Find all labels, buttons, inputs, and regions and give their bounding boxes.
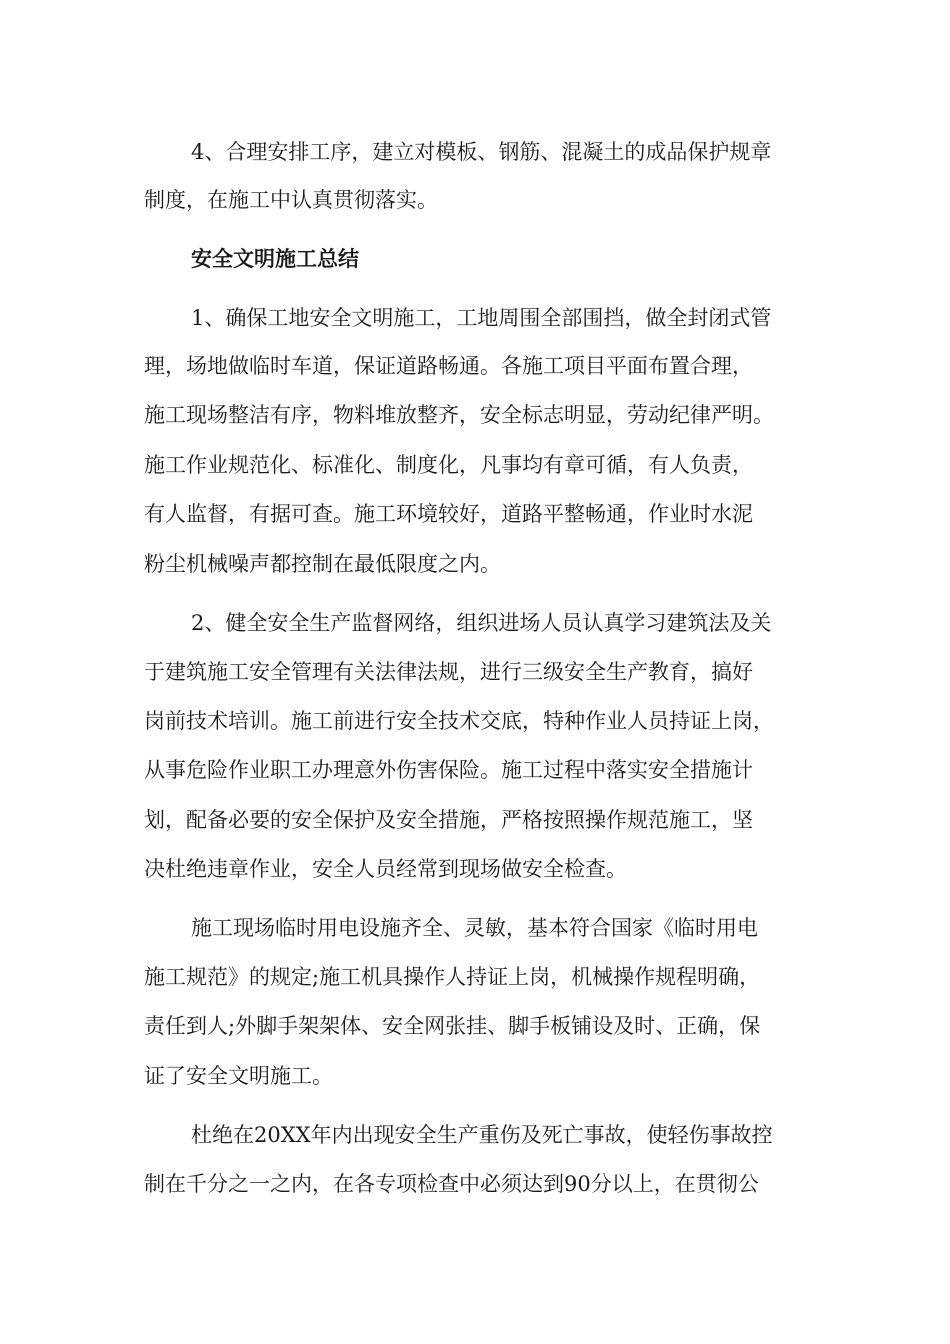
paragraph-1-line-6: 粉尘机械噪声都控制在最低限度之内。 — [144, 552, 501, 576]
paragraph-4-line-1: 4、合理安排工序，建立对模板、钢筋、混凝土的成品保护规章 — [191, 140, 772, 164]
section-heading: 安全文明施工总结 — [191, 247, 359, 271]
paragraph-1-line-4: 施工作业规范化、标准化、制度化，凡事均有章可循，有人负责， — [144, 453, 753, 477]
paragraph-4-line-2: 制度，在施工中认真贯彻落实。 — [144, 188, 438, 212]
paragraph-2-line-1: 2、健全安全生产监督网络，组织进场人员认真学习建筑法及关 — [191, 611, 772, 635]
paragraph-1-line-3: 施工现场整洁有序，物料堆放整齐，安全标志明显，劳动纪律严明。 — [144, 403, 774, 427]
paragraph-2-line-3: 岗前技术培训。施工前进行安全技术交底，特种作业人员持证上岗， — [144, 709, 774, 733]
paragraph-1-line-1: 1、确保工地安全文明施工，工地周围全部围挡，做全封闭式管 — [191, 306, 772, 330]
paragraph-2-line-5: 划，配备必要的安全保护及安全措施，严格按照操作规范施工，坚 — [144, 808, 753, 832]
paragraph-2-line-2: 于建筑施工安全管理有关法律法规，进行三级安全生产教育，搞好 — [144, 660, 753, 684]
paragraph-2-line-6: 决杜绝违章作业，安全人员经常到现场做安全检查。 — [144, 857, 627, 881]
paragraph-electric-line-1: 施工现场临时用电设施齐全、灵敏，基本符合国家《临时用电 — [191, 916, 758, 940]
paragraph-1-line-2: 理，场地做临时车道，保证道路畅通。各施工项目平面布置合理， — [144, 354, 753, 378]
paragraph-electric-line-4: 证了安全文明施工。 — [144, 1064, 333, 1088]
paragraph-1-line-5: 有人监督，有据可查。施工环境较好，道路平整畅通，作业时水泥 — [144, 502, 753, 526]
paragraph-2-line-4: 从事危险作业职工办理意外伤害保险。施工过程中落实安全措施计 — [144, 758, 753, 782]
paragraph-electric-line-2: 施工规范》的规定;施工机具操作人持证上岗，机械操作规程明确， — [144, 965, 761, 989]
paragraph-goals-line-2: 制在千分之一之内，在各专项检查中必须达到90分以上，在贯彻公 — [144, 1172, 759, 1196]
paragraph-electric-line-3: 责任到人;外脚手架架体、安全网张挂、脚手板铺设及时、正确，保 — [144, 1014, 761, 1038]
paragraph-goals-line-1: 杜绝在20XX年内出现安全生产重伤及死亡事故，使轻伤事故控 — [191, 1123, 773, 1147]
